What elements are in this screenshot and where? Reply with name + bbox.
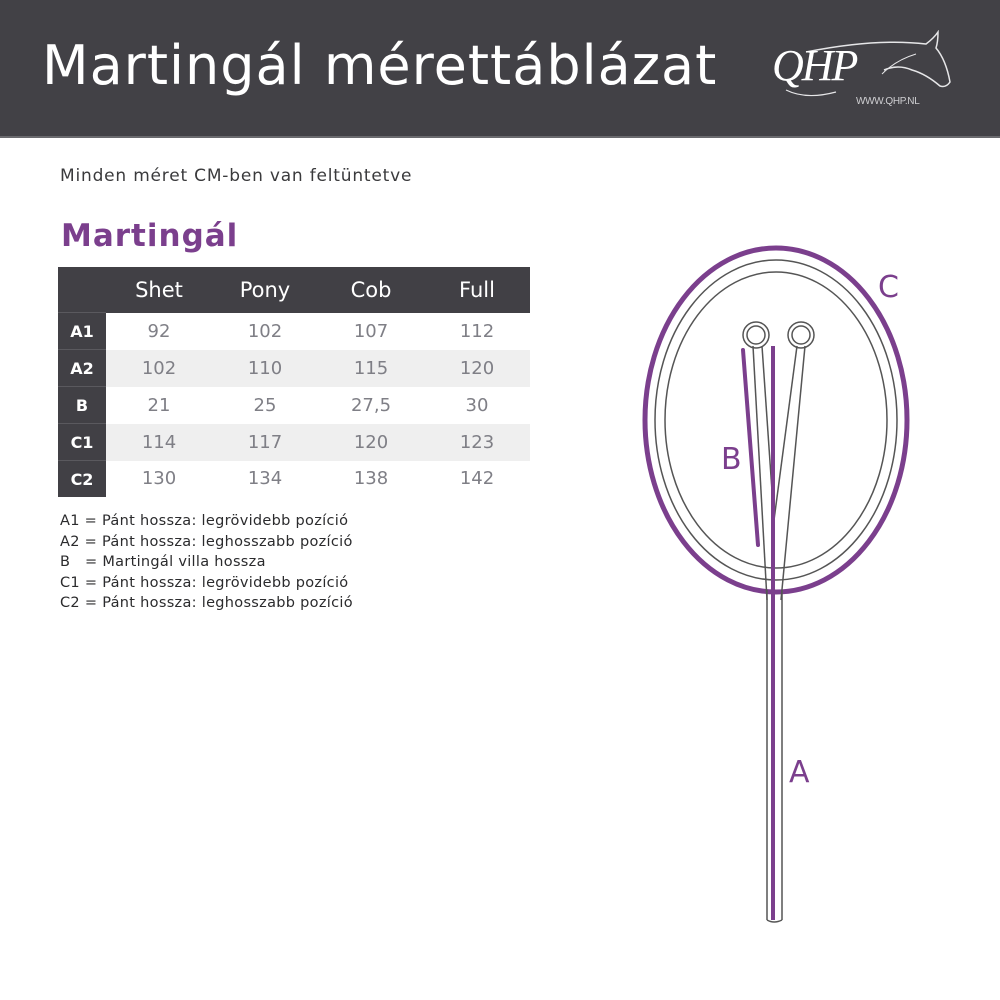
page-title: Martingál mérettáblázat [42, 34, 718, 97]
table-cell: 138 [318, 461, 424, 498]
logo-url: WWW.QHP.NL [856, 96, 920, 107]
table-cell: 120 [318, 424, 424, 461]
table-cell: 112 [424, 313, 530, 350]
row-header: A1 [58, 313, 106, 350]
table-row [58, 424, 530, 461]
martingale-illustration [630, 230, 950, 940]
units-note: Minden méret CM-ben van feltüntetve [60, 166, 413, 186]
legend-item: C1 = Pánt hossza: legrövidebb pozíció [60, 574, 349, 591]
table-cell: 27,5 [318, 387, 424, 424]
table-cell: 102 [212, 313, 318, 350]
table-cell: 25 [212, 387, 318, 424]
diagram-label-b: B [721, 442, 742, 477]
table-cell: 107 [318, 313, 424, 350]
row-header: C2 [58, 461, 106, 498]
column-header: Shet [106, 267, 212, 313]
column-header: Full [424, 267, 530, 313]
table-row [58, 387, 530, 424]
table-row [58, 313, 530, 350]
row-header: A2 [58, 350, 106, 387]
table-cell: 120 [424, 350, 530, 387]
table-cell: 123 [424, 424, 530, 461]
table-row [58, 350, 530, 387]
table-cell: 142 [424, 461, 530, 498]
legend-item: B = Martingál villa hossza [60, 554, 266, 570]
table-row [58, 461, 530, 498]
table-cell: 92 [106, 313, 212, 350]
table-cell: 110 [212, 350, 318, 387]
section-title: Martingál [61, 218, 239, 254]
martingale-diagram [630, 230, 950, 940]
table-cell: 114 [106, 424, 212, 461]
table-header-row [58, 267, 530, 313]
table-cell: 21 [106, 387, 212, 424]
table-cell: 115 [318, 350, 424, 387]
table-cell: 134 [212, 461, 318, 498]
diagram-label-c: C [878, 270, 899, 305]
legend-item: A1 = Pánt hossza: legrövidebb pozíció [60, 513, 349, 529]
table-corner-cell [58, 267, 106, 313]
column-header: Pony [212, 267, 318, 313]
legend [60, 511, 353, 614]
table-cell: 102 [106, 350, 212, 387]
table-cell: 117 [212, 424, 318, 461]
logo-text: QHP [772, 41, 857, 90]
row-header: C1 [58, 424, 106, 461]
row-header: B [58, 387, 106, 424]
diagram-label-a: A [789, 755, 810, 790]
column-header: Cob [318, 267, 424, 313]
size-table [58, 267, 530, 497]
table-cell: 130 [106, 461, 212, 498]
legend-item: C2 = Pánt hossza: leghosszabb pozíció [60, 595, 353, 611]
qhp-logo [766, 30, 956, 110]
table-cell: 30 [424, 387, 530, 424]
header-banner [0, 0, 1000, 138]
legend-item: A2 = Pánt hossza: leghosszabb pozíció [60, 533, 353, 550]
